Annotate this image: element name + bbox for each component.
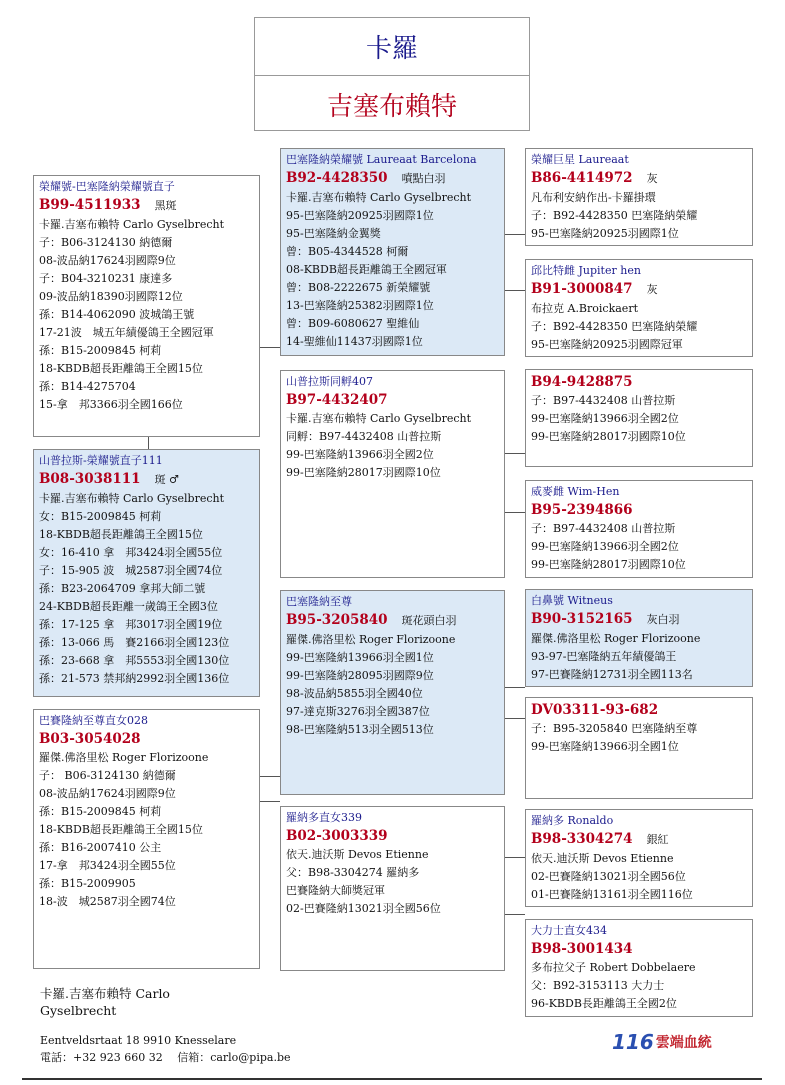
info-line: 子：B97-4432408 山普拉斯 — [531, 522, 676, 535]
info-line: 羅傑.佛洛里松 Roger Florizoone — [286, 633, 456, 646]
color: 斑花頭白羽 — [401, 614, 457, 627]
info-line: 凡布利安納作出-卡羅掛環 — [531, 191, 656, 204]
info-line: 99-巴塞隆納13966羽全國1位 — [531, 740, 679, 753]
color: 斑 ♂ — [154, 473, 179, 486]
connector — [505, 453, 525, 454]
box-title: 山普拉斯-榮耀號直子111 — [39, 454, 163, 467]
box-title: 威麥雌 Wim-Hen — [531, 485, 620, 498]
address: Eentveldsrtaat 18 9910 Knesselare — [40, 1034, 237, 1047]
phone-email: 電話：+32 923 660 32 信箱：carlo@pipa.be — [40, 1051, 291, 1064]
info-line: 羅傑.佛洛里松 Roger Florizoone — [531, 632, 701, 645]
ring-number: B90-3152165 — [531, 611, 633, 627]
box-title: 羅納多 Ronaldo — [531, 814, 614, 827]
info-line: 孫：B14-4062090 波城鴿王號 — [39, 308, 195, 321]
ring-number: B08-3038111 — [39, 471, 141, 487]
info-line: 孫：13-066 馬 賽2166羽全國123位 — [39, 636, 230, 649]
ring-number: B95-3205840 — [286, 612, 388, 628]
info-line: 99-巴塞隆納13966羽全國1位 — [286, 651, 434, 664]
info-line: 卡羅.吉塞布賴特 Carlo Gyselbrecht — [286, 412, 472, 425]
info-line: 18-KBDB超長距離鴿王全國15位 — [39, 362, 203, 375]
info-line: 99-巴塞隆納28017羽國際10位 — [286, 466, 441, 479]
info-line: 95-巴塞隆納20925羽國際冠軍 — [531, 338, 683, 351]
ring-number: B97-4432407 — [286, 392, 388, 408]
info-line: 孫：B14-4275704 — [39, 380, 136, 393]
info-line: 卡羅.吉塞布賴特 Carlo Gyselbrecht — [39, 218, 225, 231]
info-line: 95-巴塞隆納金翼獎 — [286, 227, 381, 240]
dds-box — [525, 809, 753, 907]
info-line: 08-KBDB超長距離鴿王全國冠軍 — [286, 263, 447, 276]
info-line: 18-波 城2587羽全國74位 — [39, 895, 176, 908]
title-surname: 吉塞布賴特 — [326, 91, 457, 122]
info-line: 17-21波 城五年績優鴿王全國冠軍 — [39, 326, 214, 339]
logo — [612, 1030, 712, 1054]
color: 噴點白羽 — [401, 172, 446, 185]
owner-name-line: Gyselbrecht — [40, 1003, 117, 1018]
info-line: 96-KBDB長距離鴿王全國2位 — [531, 997, 677, 1010]
info-line: 95-巴塞隆納20925羽國際1位 — [531, 227, 679, 240]
sire-box — [33, 175, 260, 437]
ring-number: B98-3001434 — [531, 941, 633, 957]
box-title: 巴塞隆納榮耀號 Laureaat Barcelona — [286, 153, 477, 166]
info-line: 女：16-410 拿 邦3424羽全國55位 — [39, 546, 223, 559]
box-title: 白鼻號 Witneus — [531, 594, 613, 607]
sire-sire-box — [280, 148, 505, 356]
info-line: 卡羅.吉塞布賴特 Carlo Gyselbrecht — [286, 191, 472, 204]
color: 灰 — [646, 172, 658, 185]
info-line: 24-KBDB超長距離一歲鴿王全國3位 — [39, 600, 218, 613]
info-line: 02-巴賽隆納13021羽全國56位 — [531, 870, 686, 883]
info-line: 95-巴塞隆納20925羽國際1位 — [286, 209, 434, 222]
info-line: 子：B06-3124130 納德爾 — [39, 236, 173, 249]
info-line: 孫：23-668 拿 邦5553羽全國130位 — [39, 654, 230, 667]
info-line: 08-波品納17624羽國際9位 — [39, 787, 176, 800]
info-line: 97-巴賽隆納12731羽全國113名 — [531, 668, 693, 681]
box-title: 榮耀巨星 Laureaat — [531, 153, 629, 166]
info-line: 依天.迪沃斯 Devos Etienne — [286, 848, 429, 861]
info-line: 98-巴塞隆納513羽全國513位 — [286, 723, 434, 736]
connector — [505, 857, 525, 858]
info-line: 孫：B15-2009845 柯莉 — [39, 344, 162, 357]
info-line: 女：B15-2009845 柯莉 — [39, 510, 162, 523]
title-box — [254, 17, 530, 131]
box-title: 羅納多直女339 — [286, 811, 362, 824]
info-line: 父：B92-3153113 大力士 — [531, 979, 665, 992]
connector — [505, 290, 525, 291]
ring-number: B99-4511933 — [39, 197, 141, 213]
info-line: 子： B06-3124130 納德爾 — [39, 769, 176, 782]
info-line: 子：B92-4428350 巴塞隆納榮耀 — [531, 209, 698, 222]
dam-box — [33, 449, 260, 697]
box-title: 山普拉斯同孵407 — [286, 375, 373, 388]
owner-name — [40, 985, 170, 1019]
info-line: 孫：21-573 禁邦納2992羽全國136位 — [39, 672, 230, 685]
info-line: 18-KBDB超長距離鴿王全國15位 — [39, 528, 203, 541]
ring-number: B94-9428875 — [531, 374, 633, 390]
info-line: 子：B97-4432408 山普拉斯 — [531, 394, 676, 407]
sss-box — [525, 148, 753, 246]
info-line: 子：B04-3210231 康達多 — [39, 272, 173, 285]
connector — [260, 776, 280, 777]
info-line: 99-巴塞隆納28017羽國際10位 — [531, 430, 686, 443]
ring-number: B92-4428350 — [286, 170, 388, 186]
sire-dam-box — [280, 370, 505, 578]
info-line: 曾：B08-2222675 新榮耀號 — [286, 281, 431, 294]
info-line: 09-波品納18390羽國際12位 — [39, 290, 183, 303]
info-line: 18-KBDB超長距離鴿王全國15位 — [39, 823, 203, 836]
sds-box — [525, 369, 753, 467]
color: 灰 — [646, 283, 658, 296]
dsd-box — [525, 697, 753, 799]
ssd-box — [525, 259, 753, 357]
info-line: 同孵：B97-4432408 山普拉斯 — [286, 430, 442, 443]
dss-box — [525, 589, 753, 687]
ring-number: B86-4414972 — [531, 170, 633, 186]
connector — [260, 347, 280, 348]
info-line: 孫：17-125 拿 邦3017羽全國19位 — [39, 618, 223, 631]
info-line: 羅傑.佛洛里松 Roger Florizoone — [39, 751, 209, 764]
connector — [505, 718, 525, 719]
ring-number: B98-3304274 — [531, 831, 633, 847]
info-line: 子：B95-3205840 巴塞隆納至尊 — [531, 722, 698, 735]
connector — [505, 512, 525, 513]
box-title: 巴賽隆納至尊直女028 — [39, 714, 148, 727]
connector — [260, 801, 280, 802]
info-line: 99-巴塞隆納28017羽國際10位 — [531, 558, 686, 571]
info-line: 曾：B09-6080627 聖維仙 — [286, 317, 420, 330]
info-line: 多布拉父子 Robert Dobbelaere — [531, 961, 696, 974]
color: 銀紅 — [646, 833, 669, 846]
info-line: 孫：B16-2007410 公主 — [39, 841, 162, 854]
sdd-box — [525, 480, 753, 578]
connector — [148, 437, 149, 449]
owner-name-line: 卡羅.吉塞布賴特 Carlo — [40, 986, 170, 1001]
info-line: 卡羅.吉塞布賴特 Carlo Gyselbrecht — [39, 492, 225, 505]
info-line: 巴賽隆納大師獎冠軍 — [286, 884, 385, 897]
box-title: 榮耀號-巴塞隆納榮耀號直子 — [39, 180, 175, 193]
info-line: 17-拿 邦3424羽全國55位 — [39, 859, 176, 872]
logo-number: 116 — [612, 1030, 654, 1054]
info-line: 01-巴賽隆納13161羽全國116位 — [531, 888, 693, 901]
connector — [505, 914, 525, 915]
info-line: 子：B92-4428350 巴塞隆納榮耀 — [531, 320, 698, 333]
info-line: 依天.迪沃斯 Devos Etienne — [531, 852, 674, 865]
color: 黑斑 — [154, 199, 177, 212]
info-line: 99-巴塞隆納28095羽國際9位 — [286, 669, 434, 682]
box-title: 巴塞隆納至尊 — [286, 595, 352, 608]
dam-granddam-box — [33, 709, 260, 969]
dam-sire-box — [280, 590, 505, 795]
bottom-divider — [22, 1078, 762, 1080]
info-line: 93-97-巴塞隆納五年績優鴿王 — [531, 650, 677, 663]
info-line: 孫：B15-2009845 柯莉 — [39, 805, 162, 818]
info-line: 14-聖維仙11437羽國際1位 — [286, 335, 423, 348]
info-line: 98-波品納5855羽全國40位 — [286, 687, 423, 700]
connector — [505, 687, 525, 688]
logo-text: 雲端血統 — [655, 1035, 712, 1051]
info-line: 97-達克斯3276羽全國387位 — [286, 705, 430, 718]
ring-number: B02-3003339 — [286, 828, 388, 844]
info-line: 99-巴塞隆納13966羽全國2位 — [286, 448, 434, 461]
info-line: 99-巴塞隆納13966羽全國2位 — [531, 540, 679, 553]
color: 灰白羽 — [646, 613, 680, 626]
info-line: 99-巴塞隆納13966羽全國2位 — [531, 412, 679, 425]
info-line: 子：15-905 波 城2587羽全國74位 — [39, 564, 223, 577]
info-line: 孫：B23-2064709 拿邦大師二號 — [39, 582, 206, 595]
owner-contact — [40, 1032, 291, 1066]
info-line: 父：B98-3304274 羅納多 — [286, 866, 420, 879]
ring-number: DV03311-93-682 — [531, 702, 659, 718]
ring-number: B95-2394866 — [531, 502, 633, 518]
info-line: 曾：B05-4344528 柯爾 — [286, 245, 409, 258]
info-line: 08-波品納17624羽國際9位 — [39, 254, 176, 267]
title-owner: 卡羅 — [255, 18, 529, 76]
box-title: 邱比特雌 Jupiter hen — [531, 264, 641, 277]
info-line: 孫：B15-2009905 — [39, 877, 136, 890]
ring-number: B03-3054028 — [39, 731, 141, 747]
ring-number: B91-3000847 — [531, 281, 633, 297]
dam-dam-box — [280, 806, 505, 971]
info-line: 13-巴塞隆納25382羽國際1位 — [286, 299, 434, 312]
box-title: 大力士直女434 — [531, 924, 607, 937]
info-line: 布拉克 A.Broickaert — [531, 302, 638, 315]
info-line: 15-拿 邦3366羽全國166位 — [39, 398, 183, 411]
ddd-box — [525, 919, 753, 1017]
connector — [505, 234, 525, 235]
info-line: 02-巴賽隆納13021羽全國56位 — [286, 902, 441, 915]
